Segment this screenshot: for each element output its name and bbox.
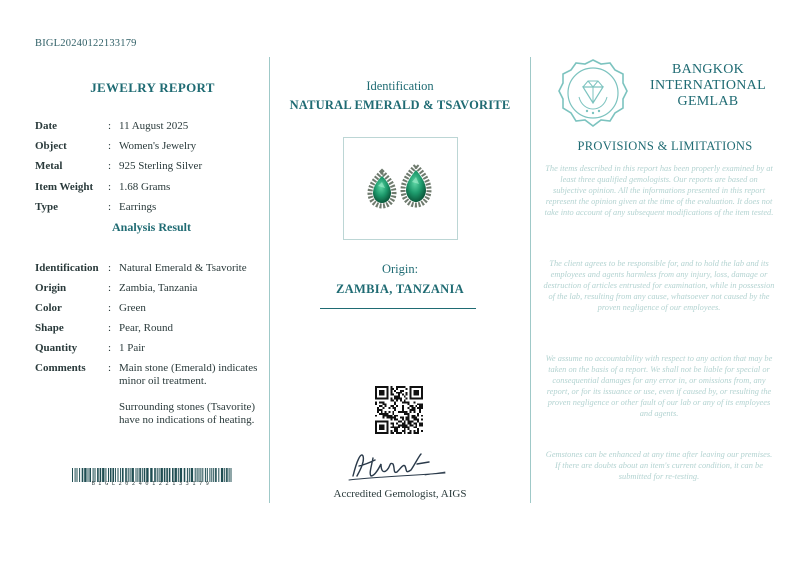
analysis-value: Natural Emerald & Tsavorite	[119, 262, 247, 274]
identification-value: NATURAL EMERALD & TSAVORITE	[289, 98, 511, 112]
report-title: JEWELRY REPORT	[90, 80, 215, 95]
earring-left-icon	[370, 172, 394, 206]
column-divider-left	[269, 57, 270, 503]
detail-separator: :	[108, 160, 112, 172]
lab-name	[638, 62, 778, 110]
analysis-label: Shape	[35, 322, 64, 334]
lab-name-line-2: INTERNATIONAL	[650, 78, 766, 93]
lab-name-line-3: GEMLAB	[677, 94, 739, 109]
analysis-label: Origin	[35, 282, 67, 294]
detail-value: 1.68 Grams	[119, 181, 171, 193]
detail-separator: :	[108, 201, 112, 213]
provisions-title: PROVISIONS & LIMITATIONS	[577, 139, 753, 153]
detail-separator: :	[108, 120, 112, 132]
analysis-separator: :	[108, 262, 112, 274]
identification-label: Identification	[366, 79, 434, 93]
detail-value: 925 Sterling Silver	[119, 160, 203, 172]
detail-label: Type	[35, 201, 59, 213]
analysis-separator: :	[108, 282, 112, 294]
provision-paragraph-1: The items described in this report has been properly examined by at least three qualified gemologists. Our reports are based on subjective opinion. All the informations presented in this report represent the opinion given at the time of the evaluation. It does not take into account of any subsequent modifications of the item tested.	[544, 164, 774, 218]
detail-value: 11 August 2025	[119, 120, 189, 132]
gemologist-caption: Accredited Gemologist, AIGS	[333, 488, 467, 500]
analysis-label: Comments	[35, 362, 86, 374]
analysis-value: Zambia, Tanzania	[119, 282, 198, 294]
earrings-photo-drawing	[344, 138, 457, 239]
detail-separator: :	[108, 140, 112, 152]
origin-value: ZAMBIA, TANZANIA	[336, 282, 464, 296]
detail-value: Women's Jewelry	[119, 140, 197, 152]
earring-right-icon	[403, 166, 429, 205]
analysis-value: 1 Pair	[119, 342, 145, 354]
detail-separator: :	[108, 181, 112, 193]
column-divider-right	[530, 57, 531, 503]
analysis-separator: :	[108, 322, 112, 334]
origin-underline	[320, 308, 476, 309]
analysis-separator: :	[108, 362, 112, 374]
analysis-separator: :	[108, 302, 112, 314]
barcode-text: BIGL20240122133179	[91, 481, 213, 487]
analysis-label: Quantity	[35, 342, 78, 354]
comment-no-heating: Surrounding stones (Tsavorite) have no indications of heating.	[119, 401, 256, 426]
origin-label: Origin:	[381, 262, 419, 276]
detail-value: Earrings	[119, 201, 157, 213]
analysis-label: Identification	[35, 262, 99, 274]
detail-label: Metal	[35, 160, 63, 172]
provision-paragraph-2: The client agrees to be responsible for, and to hold the lab and its employees and agents harmless from any injury, loss, damage or destruction of articles entrusted for examination, while in possession of the lab, resulting from any cause, whatsoever not caused by the proven negligence of our employees.	[543, 259, 775, 313]
analysis-label: Color	[35, 302, 62, 314]
detail-label: Date	[35, 120, 57, 132]
provision-paragraph-4: Gemstones can be enhanced at any time after leaving our premises. If there are doubts about an item's current condition, it can be submitted for re-testing.	[545, 450, 773, 482]
comment-oil-treatment: Main stone (Emerald) indicates minor oil treatment.	[119, 362, 258, 387]
qr-code-icon	[375, 386, 423, 434]
barcode-graphic	[72, 468, 232, 482]
provision-paragraph-3: We assume no accountability with respect to any action that may be taken on the basis of a report. We shall not be liable for special or consequential damages for any error in, or omissions from, any report, or for its issuance or use, even if caused by, or resulting the proven negligence or other fault of our lab or any of its employees and agents.	[545, 354, 773, 419]
detail-label: Item Weight	[35, 181, 94, 193]
detail-label: Object	[35, 140, 67, 152]
analysis-separator: :	[108, 342, 112, 354]
lab-name-line-1: BANGKOK	[671, 62, 745, 77]
signature-graphic	[345, 446, 455, 484]
report-number: BIGL20240122133179	[35, 38, 137, 49]
analysis-heading: Analysis Result	[111, 220, 191, 234]
earrings-photo	[343, 137, 458, 240]
analysis-value: Green	[119, 302, 146, 314]
analysis-value: Pear, Round	[119, 322, 173, 334]
lab-seal-logo	[557, 57, 629, 129]
